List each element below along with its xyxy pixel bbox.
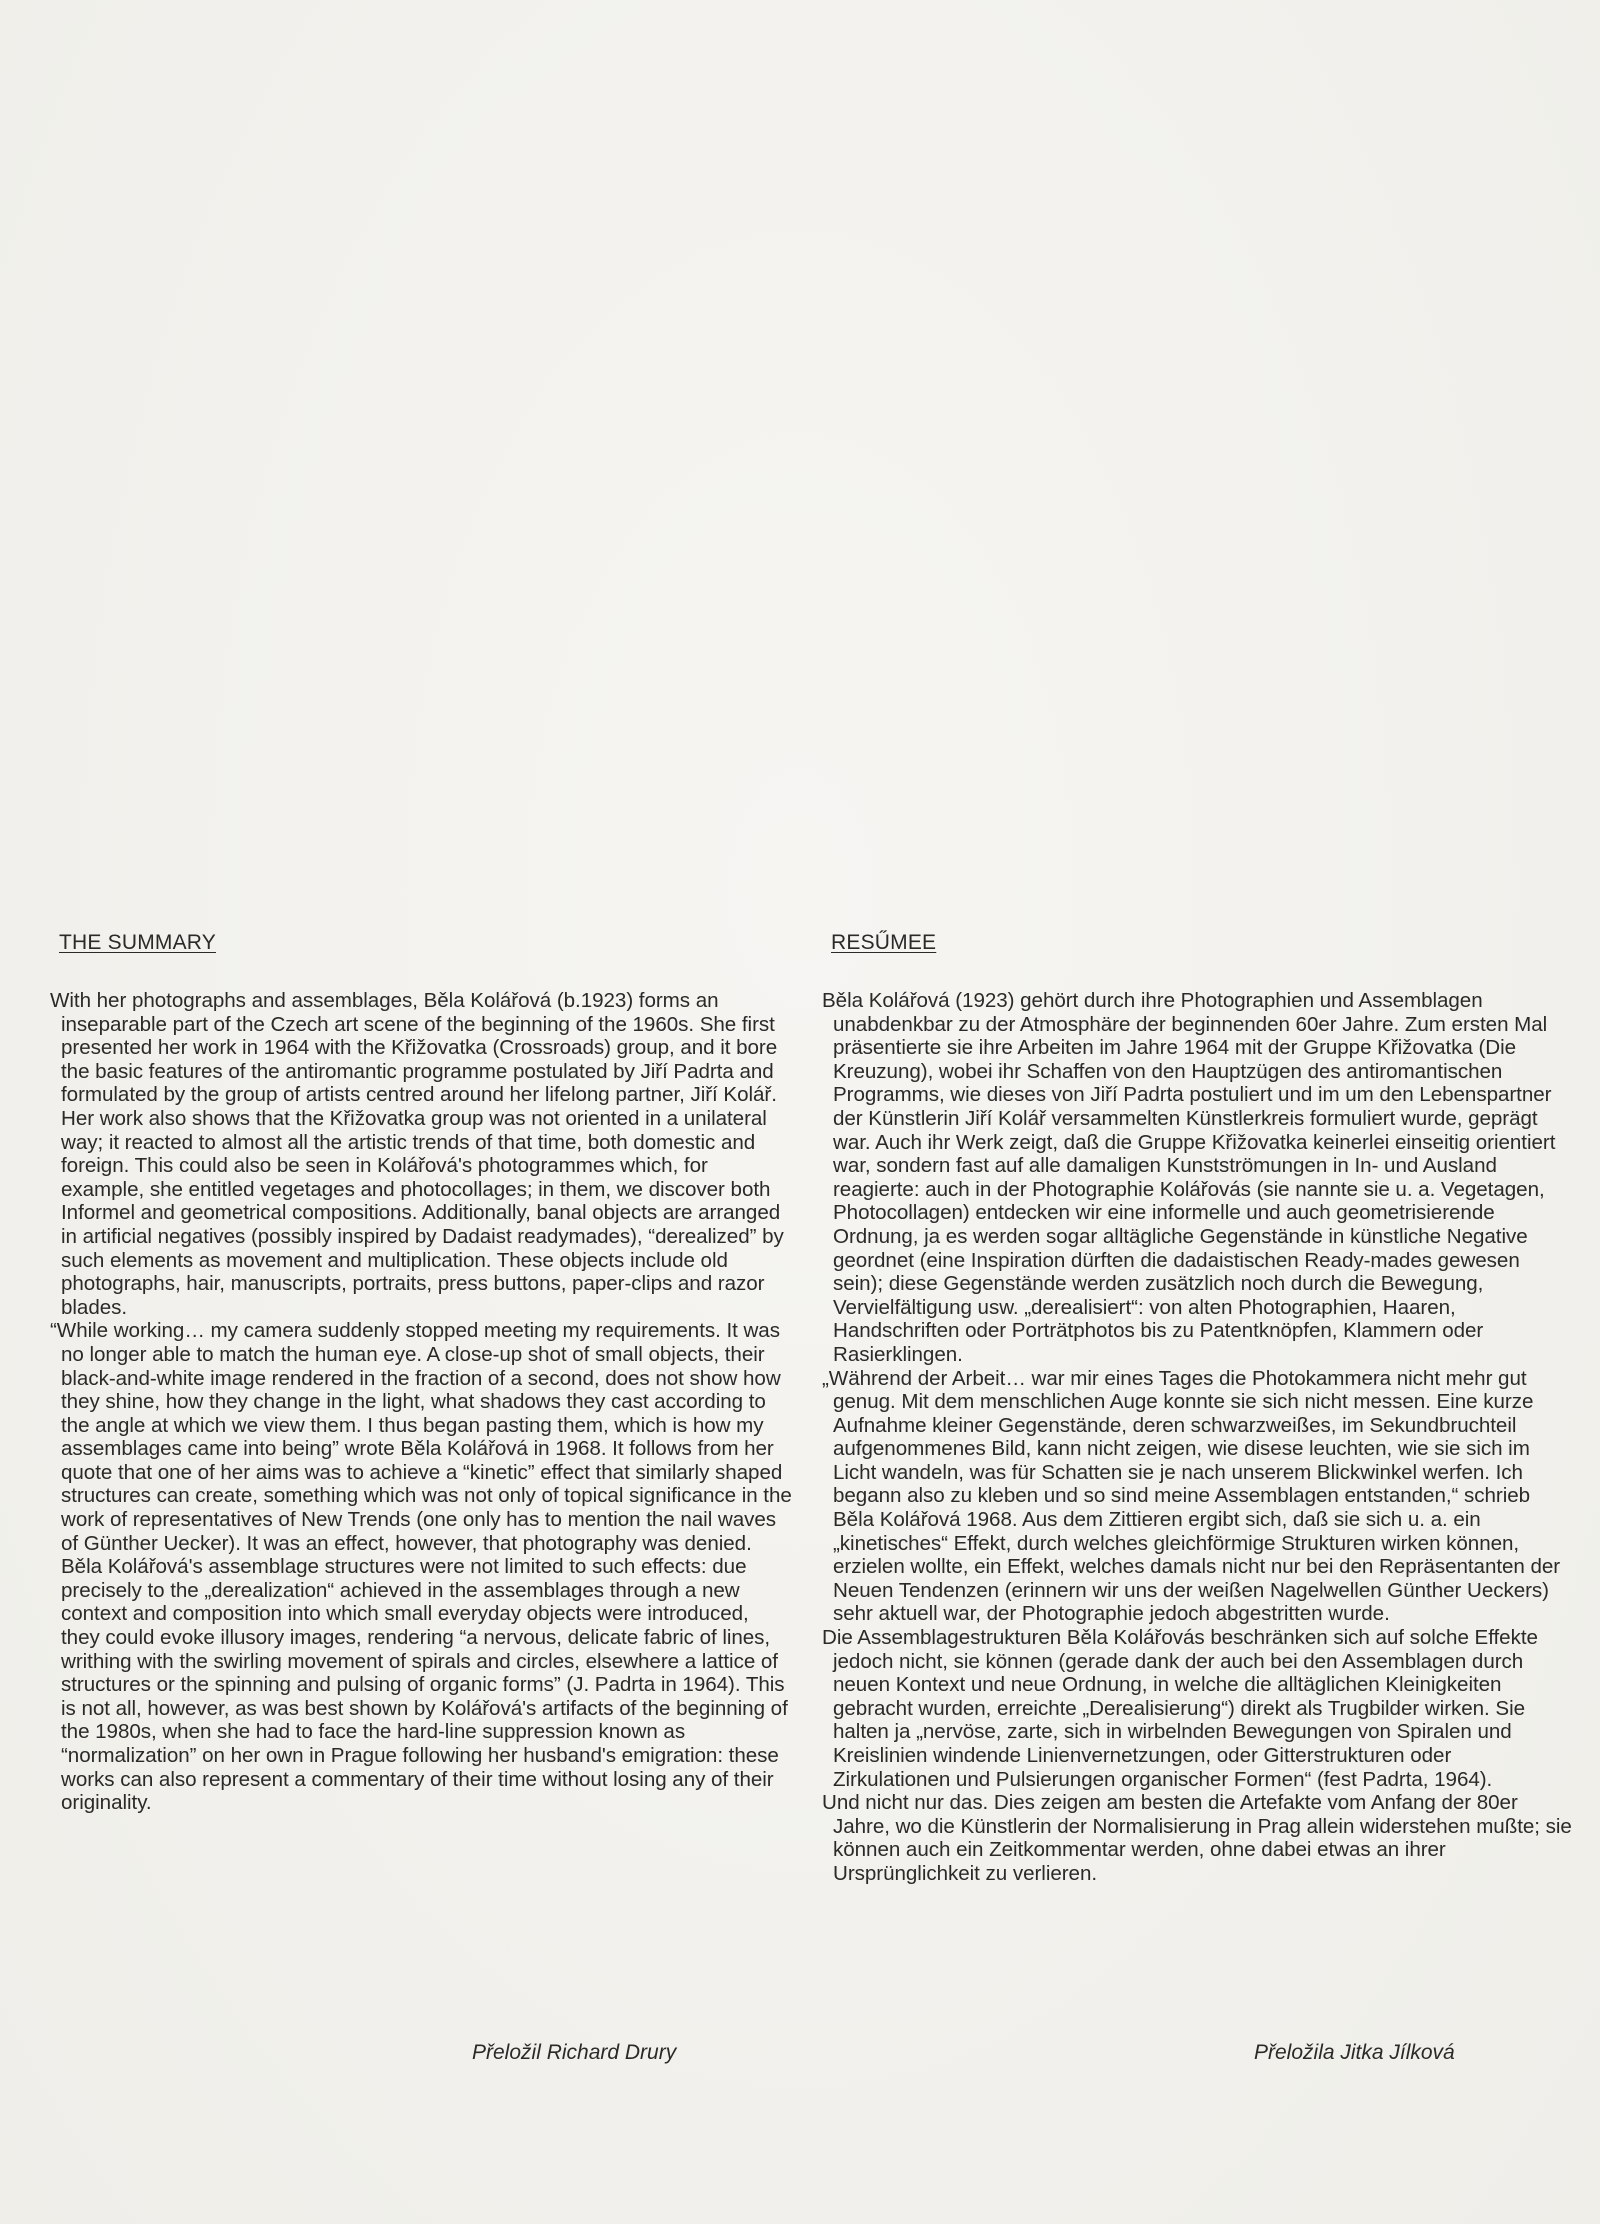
german-summary-heading: RESŰMEE [831, 931, 937, 954]
german-paragraph-1: Běla Kolářová (1923) gehört durch ihre Photographien und Assemblagen unabdenkbar zu der Atmosphäre der beginnenden 60er Jahre. Zum ersten Mal präsentierte sie ihre Arbeiten im Jahre 1964 mit der Gruppe Křižovatka (Die Kreuzung), wobei ihr Schaffen von den Hauptzügen des antiromantischen Programms, wie dieses von Jiří Padrta postuliert und im um den Lebenspartner der Künstlerin Jiří Kolář versammelten Künstlerkreis formuliert wurde, geprägt war. Auch ihr Werk zeigt, daß die Gruppe Křižovatka keinerlei einseitig orientiert war, sondern fast auf alle damaligen Kunstströmungen in In- und Ausland reagierte: auch in der Photographie Kolářovás (sie nannte sie u. a. Vegetagen, Photocollagen) entdecken wir eine informelle und auch geometrisierende Ordnung, ja es werden sogar alltägliche Gegenstände in künstliche Negative geordnet (eine Inspiration dürften die dadaistischen Ready-mades gewesen sein); diese Gegenstände werden zusätzlich noch durch die Bewegung, Vervielfältigung usw. „derealisiert“: von alten Photographien, Haaren, Handschriften oder Porträtphotos bis zu Patentknöpfen, Klammern oder Rasierklingen. [822, 989, 1556, 1366]
german-paragraph-4: Und nicht nur das. Dies zeigen am besten die Artefakte vom Anfang der 80er Jahre, wo die Künstlerin der Normalisierung in Prag allein widerstehen mußte; sie können auch ein Zeitkommentar werden, ohne dabei etwas an ihrer Ursprünglichkeit zu verlieren. [822, 1791, 1572, 1885]
english-summary-heading: THE SUMMARY [59, 931, 216, 954]
german-translator-credit: Přeložila Jitka Jílková [1254, 2041, 1455, 2064]
german-paragraph-2: „Während der Arbeit… war mir eines Tages die Photokammera nicht mehr gut genug. Mit dem menschlichen Auge konnte sie sich nicht messen. Eine kurze Aufnahme kleiner Gegenstände, deren schwarzweißes, im Sekundbruchteil aufgenommenes Bild, kann nicht zeigen, wie disese leuchten, wie sie sich im Licht wandeln, was für Schatten sie je nach unserem Blickwinkel werfen. Ich begann also zu kleben und so sind meine Assemblagen entstanden,“ schrieb Běla Kolářová 1968. Aus dem Zittieren ergibt sich, daß sie sich u. a. ein „kinetisches“ Effekt, durch welches gleichförmige Strukturen wirken können, erzielen wollte, ein Effekt, welches damals nicht nur bei den Repräsentanten der Neuen Tendenzen (erinnern wir uns der weißen Nagelwellen Günther Ueckers) sehr aktuell war, der Photographie jedoch abgestritten wurde. [822, 1366, 1561, 1626]
german-summary-body [822, 989, 1574, 1886]
english-summary-body [50, 989, 792, 1815]
english-summary-column [50, 930, 792, 1815]
english-paragraph-2: “While working… my camera suddenly stopped meeting my requirements. It was no longer able to match the human eye. A close-up shot of small objects, their black-and-white image rendered in the fraction of a second, does not show how they shine, how they change in the light, what shadows they cast according to the angle at which we view them. I thus began pasting them, which is how my assemblages came into being” wrote Běla Kolářová in 1968. It follows from her quote that one of her aims was to achieve a “kinetic” effect that similarly shaped structures can create, something which was not only of topical significance in the work of representatives of New Trends (one only has to mention the nail waves of Günther Uecker). It was an effect, however, that photography was denied. Běla Kolářová's assemblage structures were not limited to such effects: due precisely to the „derealization“ achieved in the assemblages through a new context and composition into which small everyday objects were introduced, they could evoke illusory images, rendering “a nervous, delicate fabric of lines, writhing with the swirling movement of spirals and circles, elsewhere a lattice of structures or the spinning and pulsing of organic forms” (J. Padrta in 1964). This is not all, however, as was best shown by Kolářová's artifacts of the beginning of the 1980s, when she had to face the hard-line suppression known as “normalization” on her own in Prague following her husband's emigration: these works can also represent a commentary of their time without losing any of their originality. [50, 1319, 792, 1815]
german-paragraph-3: Die Assemblagestrukturen Běla Kolářovás beschränken sich auf solche Effekte jedoch nicht, sie können (gerade dank der auch bei den Assemblagen durch neuen Kontext und neue Ordnung, in welche die alltäglichen Kleinigkeiten gebracht wurden, erreichte „Derealisierung“) direkt als Trugbilder wirken. Sie halten ja „nervöse, zarte, sich in wirbelnden Bewegungen von Spiralen und Kreislinien windende Linienvernetzungen, oder Gitterstrukturen oder Zirkulationen und Pulsierungen organischer Formen“ (fest Padrta, 1964). [822, 1626, 1538, 1791]
german-summary-column [822, 930, 1574, 1886]
english-translator-credit: Přeložil Richard Drury [472, 2041, 677, 2064]
english-paragraph-1: With her photographs and assemblages, Běla Kolářová (b.1923) forms an inseparable part of the Czech art scene of the beginning of the 1960s. She first presented her work in 1964 with the Křižovatka (Crossroads) group, and it bore the basic features of the antiromantic programme postulated by Jiří Padrta and formulated by the group of artists centred around her lifelong partner, Jiří Kolář. Her work also shows that the Křižovatka group was not oriented in a unilateral way; it reacted to almost all the artistic trends of that time, both domestic and foreign. This could also be seen in Kolářová's photogrammes which, for example, she entitled vegetages and photocollages; in them, we discover both Informel and geometrical compositions. Additionally, banal objects are arranged in artificial negatives (possibly inspired by Dadaist readymades), “derealized” by such elements as movement and multiplication. These objects include old photographs, hair, manuscripts, portraits, press buttons, paper-clips and razor blades. [50, 989, 784, 1319]
